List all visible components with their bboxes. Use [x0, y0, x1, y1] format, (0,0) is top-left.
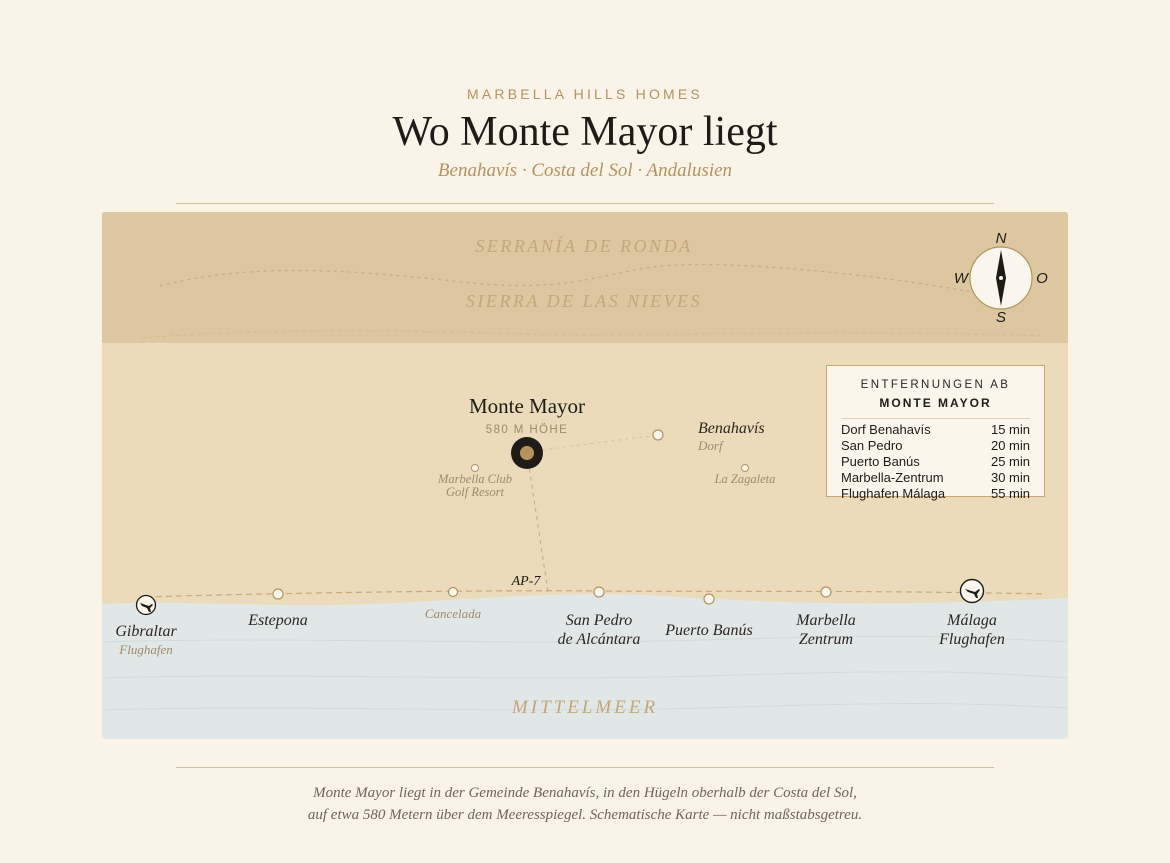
- malaga-airport-marker[interactable]: [961, 580, 984, 603]
- cancelada-dot[interactable]: [449, 588, 458, 597]
- benahavis-dot[interactable]: [653, 430, 663, 440]
- gibraltar-marker[interactable]: [137, 596, 156, 615]
- estepona-dot[interactable]: [273, 589, 283, 599]
- header-divider: [176, 203, 994, 204]
- legend-place: Dorf Benahavís: [841, 422, 931, 437]
- marker-center: [520, 446, 534, 460]
- legend-row: [827, 422, 1044, 438]
- san-pedro-label-2: de Alcántara: [557, 631, 641, 648]
- map-caption: [0, 782, 1170, 826]
- legend-place: Marbella-Zentrum: [841, 470, 944, 485]
- golf-resort-sub: Golf Resort: [446, 485, 504, 499]
- distance-legend: [826, 365, 1045, 501]
- sea-label: MITTELMEER: [511, 697, 659, 718]
- mountain-label: SERRANÍA DE RONDA: [475, 236, 693, 256]
- san-pedro-label: San Pedro: [565, 612, 633, 629]
- legend-row: [827, 454, 1044, 470]
- footer-divider: [176, 767, 994, 768]
- malaga-label-2: Flughafen: [939, 631, 1005, 648]
- legend-subtitle: MONTE MAYOR: [879, 396, 992, 410]
- marbella-dot[interactable]: [821, 587, 831, 597]
- marbella-label-2: Zentrum: [798, 631, 854, 648]
- gibraltar-sub: Flughafen: [119, 642, 173, 657]
- gibraltar-label: Gibraltar: [115, 623, 177, 640]
- la-zagaleta-label: La Zagaleta: [714, 472, 776, 486]
- benahavis-sub: Dorf: [698, 438, 723, 453]
- legend-place: Flughafen Málaga: [841, 486, 946, 501]
- legend-title: ENTFERNUNGEN AB: [860, 379, 1011, 391]
- legend-time: 30 min: [990, 470, 1030, 485]
- brand-eyebrow: MARBELLA HILLS HOMES: [467, 86, 703, 102]
- legend-divider: [841, 418, 1030, 419]
- compass-east: O: [1036, 270, 1048, 287]
- page-subtitle: Benahavís · Costa del Sol · Andalusien: [437, 160, 733, 181]
- malaga-label: Málaga: [947, 612, 997, 629]
- compass-south: S: [995, 309, 1007, 326]
- caption-line: auf etwa 580 Metern über dem Meeresspiegel. Schematische Karte — nicht maßstabsgetreu.: [307, 807, 863, 823]
- legend-time: 55 min: [990, 486, 1030, 501]
- mountain-label: SIERRA DE LAS NIEVES: [465, 291, 703, 311]
- golf-resort-label: Marbella Club: [438, 472, 512, 486]
- caption-line: Monte Mayor liegt in der Gemeinde Benahavís, in den Hügeln oberhalb der Costa del Sol,: [313, 785, 857, 801]
- puerto-banus-dot[interactable]: [704, 594, 714, 604]
- puerto-banus-label: Puerto Banús: [665, 622, 753, 639]
- legend-time: 15 min: [990, 422, 1030, 437]
- page-title: Wo Monte Mayor liegt: [392, 109, 778, 155]
- legend-row: [827, 470, 1044, 486]
- mountain-band: [102, 212, 1068, 343]
- golf-resort-dot[interactable]: [472, 465, 479, 472]
- legend-row: [827, 438, 1044, 454]
- marbella-label: Marbella: [796, 612, 856, 629]
- benahavis-label: Benahavís: [698, 420, 765, 437]
- legend-time: 25 min: [990, 454, 1030, 469]
- legend-row: [827, 486, 1044, 502]
- san-pedro-dot[interactable]: [594, 587, 604, 597]
- cancelada-label: Cancelada: [424, 606, 482, 621]
- monte-mayor-label: Monte Mayor: [468, 394, 586, 418]
- legend-time: 20 min: [990, 438, 1030, 453]
- legend-place: San Pedro: [841, 438, 903, 453]
- legend-place: Puerto Banús: [841, 454, 920, 469]
- compass-icon: [970, 247, 1032, 309]
- compass-west: W: [953, 270, 969, 287]
- la-zagaleta-dot[interactable]: [742, 465, 749, 472]
- compass-north: N: [995, 230, 1007, 247]
- elevation-label: 580 M HÖHE: [485, 424, 569, 436]
- road-label: AP-7: [511, 574, 541, 589]
- estepona-label: Estepona: [248, 612, 308, 629]
